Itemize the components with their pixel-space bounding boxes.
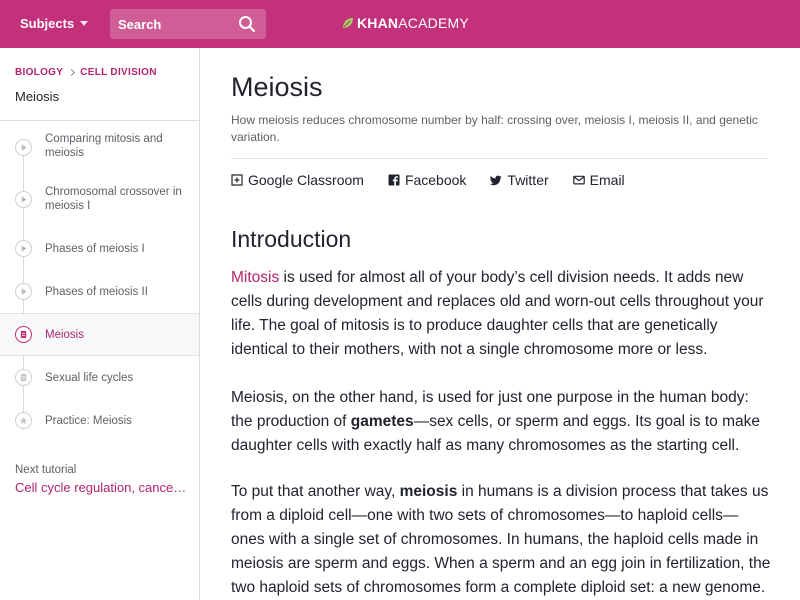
sidebar-item-label: Phases of meiosis II xyxy=(45,286,148,298)
paragraph-3-text-start: To put that another way, xyxy=(231,483,400,500)
search-box[interactable] xyxy=(110,9,266,39)
search-icon[interactable] xyxy=(238,15,256,33)
top-navigation-bar xyxy=(0,0,800,48)
facebook-icon xyxy=(388,174,400,186)
divider xyxy=(231,158,768,159)
paragraph-2-text-end: —sex cells, or sperm and eggs. Its goal is to make daughter cells with exactly half as many chromosomes as the starting cell. xyxy=(231,413,761,454)
sidebar-title: Meiosis xyxy=(15,89,60,104)
article-description: How meiosis reduces chromosome number by half: crossing over, meiosis I, meiosis II, and genetic variation. xyxy=(231,113,758,144)
facebook-share-button[interactable] xyxy=(388,172,466,188)
play-icon xyxy=(15,139,32,156)
email-label: Email xyxy=(589,172,625,188)
play-icon xyxy=(15,191,32,208)
next-tutorial xyxy=(15,464,187,495)
paragraph-3 xyxy=(231,480,771,600)
mitosis-link[interactable]: Mitosis xyxy=(231,269,280,286)
sidebar-item-label: Sexual life cycles xyxy=(45,372,134,384)
search-input[interactable]: Search xyxy=(118,17,162,32)
twitter-share-button[interactable] xyxy=(490,172,548,188)
email-icon xyxy=(573,174,585,186)
chevron-right-icon xyxy=(68,69,75,76)
sidebar-item-label: Comparing mitosis and meiosis xyxy=(45,133,163,159)
sidebar-item-phases-meiosis-1[interactable] xyxy=(0,227,199,270)
section-heading: Introduction xyxy=(231,226,352,252)
play-icon xyxy=(15,240,32,257)
paragraph-1 xyxy=(231,266,771,362)
google-classroom-icon xyxy=(231,174,243,186)
sidebar-item-sexual-life-cycles[interactable] xyxy=(0,356,199,399)
tutorial-sidebar xyxy=(0,48,200,600)
star-icon xyxy=(15,412,32,429)
google-classroom-label: Google Classroom xyxy=(248,172,364,188)
subjects-menu-button[interactable] xyxy=(20,16,88,31)
sidebar-item-chromosomal-crossover[interactable] xyxy=(0,174,199,227)
sidebar-item-meiosis-active[interactable] xyxy=(0,313,199,356)
subjects-label: Subjects xyxy=(20,16,75,31)
sidebar-item-label: Chromosomal crossover in meiosis I xyxy=(45,186,182,212)
sidebar-item-label: Meiosis xyxy=(45,329,84,341)
breadcrumb-subject-link[interactable]: BIOLOGY xyxy=(15,67,64,78)
leaf-logo-icon xyxy=(342,17,354,29)
breadcrumb-topic-link[interactable]: CELL DIVISION xyxy=(80,67,157,78)
share-bar xyxy=(231,172,649,188)
play-icon xyxy=(15,283,32,300)
google-classroom-share-button[interactable] xyxy=(231,172,364,188)
twitter-icon xyxy=(490,174,502,186)
sidebar-item-label: Phases of meiosis I xyxy=(45,243,145,255)
sidebar-item-phases-meiosis-2[interactable] xyxy=(0,270,199,313)
paragraph-3-text-end: in humans is a division process that takes us from a diploid cell—one with two sets of chromosomes—to haploid cells—ones with a single set of chromosomes. In humans, the haploid cells made in meiosis are sperm and eggs. When a sperm and an egg join in fertilization, the two haploid sets of chromosomes form a complete diploid set: a new genome. xyxy=(231,483,771,596)
khan-academy-logo[interactable] xyxy=(342,15,469,31)
paragraph-2 xyxy=(231,386,771,458)
caret-down-icon xyxy=(80,21,88,26)
twitter-label: Twitter xyxy=(507,172,549,188)
sidebar-item-label: Practice: Meiosis xyxy=(45,415,132,427)
brand-light-text: ACADEMY xyxy=(398,15,469,31)
next-tutorial-label: Next tutorial xyxy=(15,464,77,476)
next-tutorial-link[interactable]: Cell cycle regulation, cance… xyxy=(15,480,187,495)
article-icon xyxy=(15,369,32,386)
article-icon xyxy=(15,326,32,343)
paragraph-2-text-start: Meiosis, on the other hand, is used for just one purpose in the human body: the production of xyxy=(231,389,749,430)
email-share-button[interactable] xyxy=(573,172,625,188)
gametes-term: gametes xyxy=(350,413,414,430)
facebook-label: Facebook xyxy=(404,172,467,188)
page-title: Meiosis xyxy=(231,72,323,102)
meiosis-term: meiosis xyxy=(399,483,458,500)
sidebar-item-comparing-mitosis-meiosis[interactable] xyxy=(0,121,199,174)
paragraph-1-text: is used for almost all of your body’s cell division needs. It adds new cells during development and replaces old and worn-out cells throughout your life. The goal of mitosis is to produce daughter cells that are genetically identical to their mothers, with not a single chromosome more or less. xyxy=(231,269,764,358)
brand-bold-text: KHAN xyxy=(357,15,399,31)
sidebar-item-practice-meiosis[interactable] xyxy=(0,399,199,442)
tutorial-item-list xyxy=(0,121,199,442)
breadcrumb xyxy=(15,67,157,78)
